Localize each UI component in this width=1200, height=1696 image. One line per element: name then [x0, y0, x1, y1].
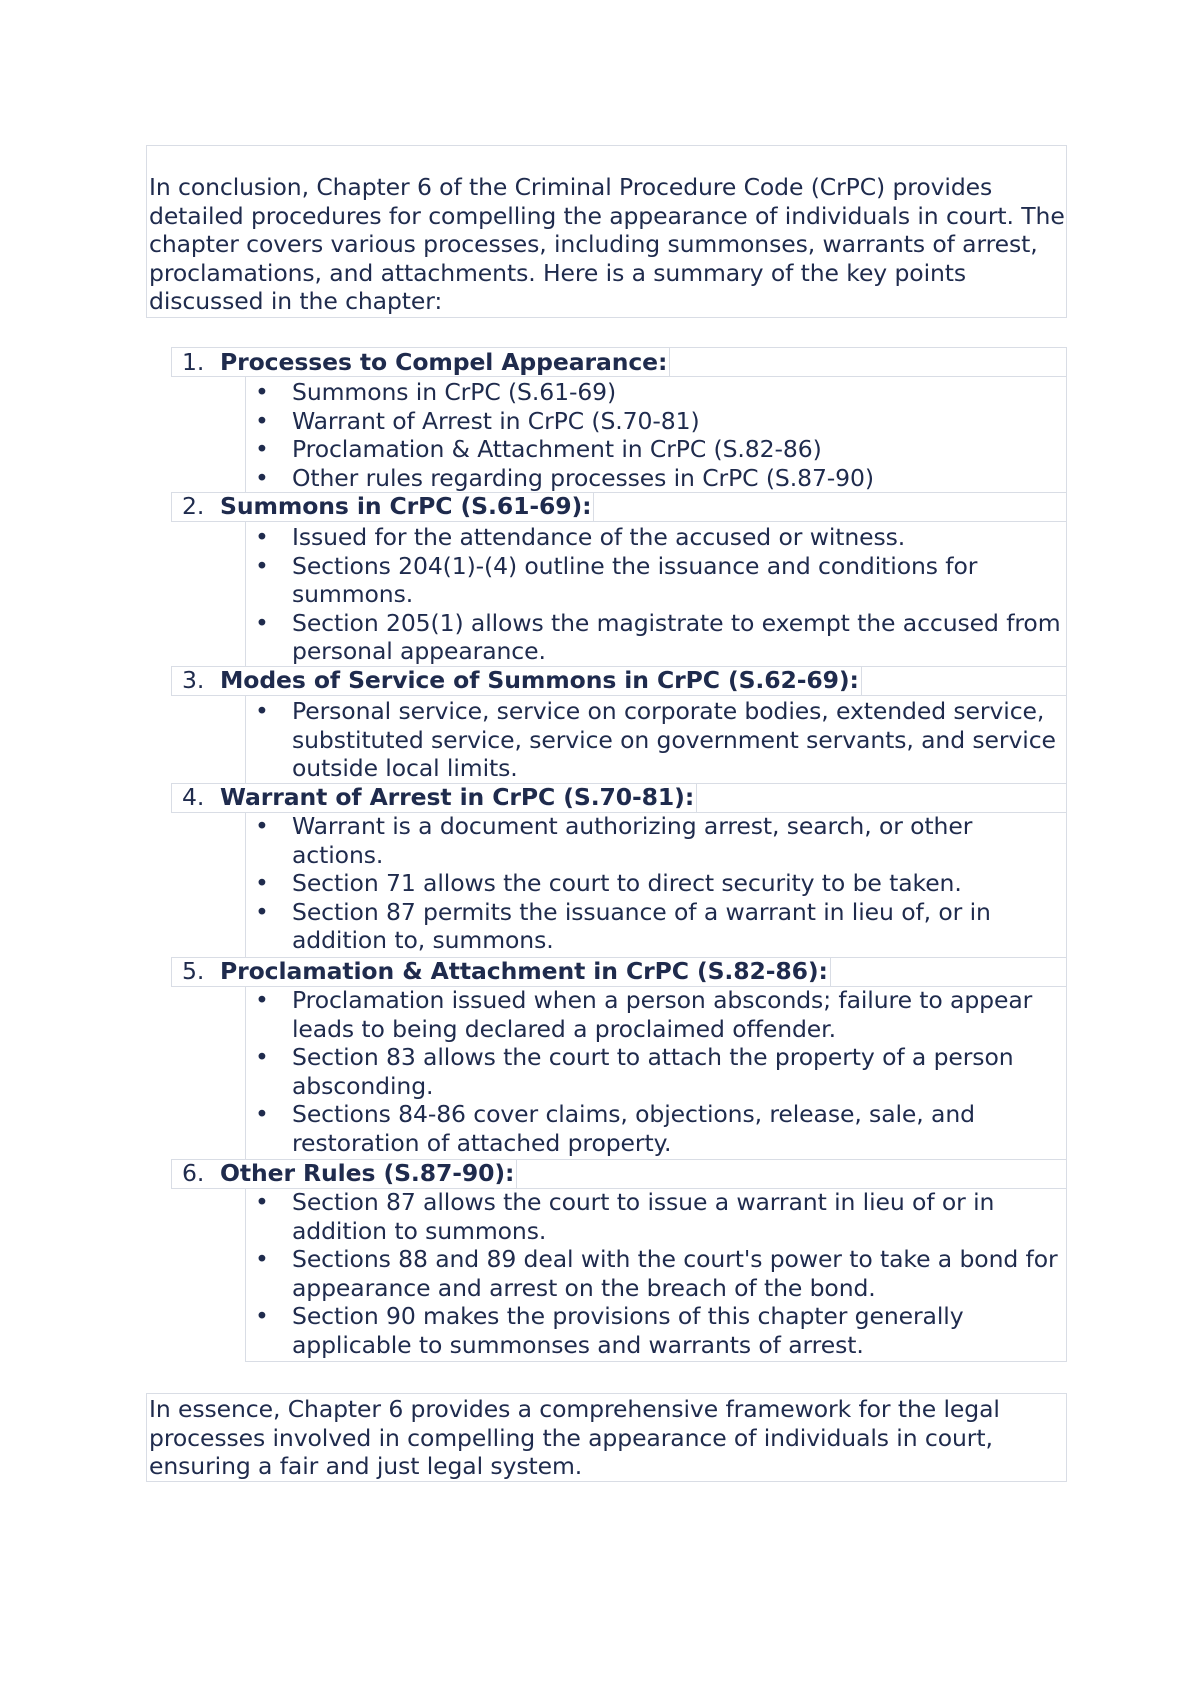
bullet-icon: • [255, 1245, 269, 1274]
section-number: 5. [182, 957, 205, 985]
bullet-icon: • [255, 1188, 269, 1216]
bullet-icon: • [255, 608, 269, 637]
section-title: Other Rules (S.87-90): [220, 1159, 517, 1188]
bullet-icon: • [255, 463, 269, 492]
section-heading [182, 348, 670, 377]
section-heading [182, 666, 862, 695]
bullet-item: • Personal service, service on corporate bodies, extended service, substituted service, service on government servants, and service outside local limits. [255, 697, 1056, 783]
bullet-icon: • [255, 435, 269, 464]
intro-paragraph-box [146, 145, 1067, 318]
section-heading [182, 1159, 517, 1188]
bullet-icon: • [255, 869, 269, 898]
bullet-item: • Sections 88 and 89 deal with the court's power to take a bond for appearance and arrest on the breach of the bond. [255, 1245, 1058, 1302]
section-title: Warrant of Arrest in CrPC (S.70-81): [220, 783, 697, 812]
section-title: Processes to Compel Appearance: [220, 348, 670, 377]
conclusion-paragraph: In essence, Chapter 6 provides a comprehensive framework for the legal processes involved in compelling the appearance of individuals in court, ensuring a fair and just legal system. [149, 1395, 1000, 1481]
bullet-item: • Proclamation issued when a person absconds; failure to appear leads to being declared a proclaimed offender. [255, 986, 1033, 1043]
section-title: Proclamation & Attachment in CrPC (S.82-86): [220, 957, 831, 986]
bullet-icon: • [255, 812, 269, 840]
bullet-item: • Sections 84-86 cover claims, objections, release, sale, and restoration of attached property. [255, 1100, 975, 1157]
section-number: 3. [182, 666, 205, 694]
bullet-icon: • [255, 1043, 269, 1072]
section-bullets [245, 697, 1067, 783]
section-number: 1. [182, 348, 205, 376]
bullet-item: • Section 71 allows the court to direct security to be taken. [255, 869, 962, 898]
bullet-item: • Section 205(1) allows the magistrate to exempt the accused from personal appearance. [255, 608, 1061, 666]
bullet-item: • Other rules regarding processes in CrPC (S.87-90) [255, 463, 874, 492]
section-number: 2. [182, 492, 205, 520]
section-number: 6. [182, 1159, 205, 1187]
bullet-icon: • [255, 1100, 269, 1129]
bullet-icon: • [255, 523, 269, 551]
bullet-item: • Section 83 allows the court to attach the property of a person absconding. [255, 1043, 1014, 1100]
bullet-item: • Warrant is a document authorizing arrest, search, or other actions. [255, 812, 973, 869]
section-bullets [245, 523, 1067, 666]
section-heading [182, 957, 831, 986]
bullet-item: • Section 87 allows the court to issue a warrant in lieu of or in addition to summons. [255, 1188, 995, 1245]
bullet-item: • Issued for the attendance of the accused or witness. [255, 523, 906, 551]
bullet-icon: • [255, 986, 269, 1014]
section-bullets [245, 812, 1067, 955]
section-number: 4. [182, 783, 205, 811]
conclusion-paragraph-box [146, 1393, 1067, 1482]
bullet-icon: • [255, 378, 269, 406]
section-heading [182, 492, 594, 521]
section-title: Summons in CrPC (S.61-69): [220, 492, 594, 521]
bullet-item: • Summons in CrPC (S.61-69) [255, 378, 617, 406]
bullet-item: • Proclamation & Attachment in CrPC (S.82-86) [255, 435, 822, 464]
intro-paragraph: In conclusion, Chapter 6 of the Criminal Procedure Code (CrPC) provides detailed procedures for compelling the appearance of individuals in court. The chapter covers various processes, including summonses, warrants of arrest, proclamations, and attachments. Here is a summary of the key points discussed in the chapter: [149, 173, 1065, 316]
bullet-icon: • [255, 1302, 269, 1331]
section-bullets [245, 378, 1067, 492]
section-bullets [245, 986, 1067, 1158]
bullet-icon: • [255, 897, 269, 926]
section-heading [182, 783, 697, 812]
bullet-item: • Sections 204(1)-(4) outline the issuance and conditions for summons. [255, 551, 978, 609]
section-bullets [245, 1188, 1067, 1360]
section-title: Modes of Service of Summons in CrPC (S.62-69): [220, 666, 862, 695]
bullet-icon: • [255, 697, 269, 725]
bullet-item: • Section 90 makes the provisions of this chapter generally applicable to summonses and warrants of arrest. [255, 1302, 964, 1359]
bullet-item: • Warrant of Arrest in CrPC (S.70-81) [255, 406, 700, 435]
bullet-item: • Section 87 permits the issuance of a warrant in lieu of, or in addition to, summons. [255, 897, 991, 955]
bullet-icon: • [255, 406, 269, 435]
bullet-icon: • [255, 551, 269, 580]
